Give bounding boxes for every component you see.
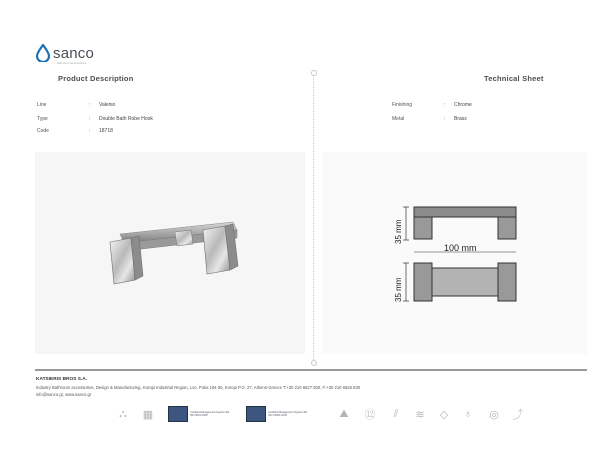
dim-width: 100 mm [444, 243, 477, 253]
wave-icon: ≋ [415, 408, 425, 421]
shower-icon: ⤴ [512, 409, 524, 421]
product-photo [35, 152, 305, 354]
sanco-logo [36, 44, 95, 65]
diamond-icon: ◇ [439, 408, 449, 421]
cert-14001-text: Certified Management System EN ISO 14001:2004 [268, 410, 308, 417]
iso-14001-cert [246, 406, 312, 422]
product-description-title: Product Description [58, 74, 134, 83]
footer-divider [35, 369, 587, 371]
attr-colon: : [89, 116, 91, 122]
footer-web: info@sanco.gr, www.sanco.gr [36, 392, 92, 397]
attr-value: Double Bath Robe Hook [99, 116, 153, 122]
attr-value: Valenio [99, 102, 116, 108]
iso-9001-cert [168, 406, 234, 422]
divider-dot-bottom [311, 360, 317, 366]
column-divider [313, 72, 314, 362]
attr-colon: : [444, 102, 446, 108]
badge-icon: ▦ [142, 408, 154, 421]
warranty-12-icon: ⑫ [364, 409, 376, 421]
footer-company: KATSIERIS BROS S.A. [36, 377, 88, 382]
attr-row-code [37, 128, 113, 134]
dim-height-bottom: 35 mm [394, 277, 403, 302]
eu-flag-icon [168, 406, 188, 422]
attr-label: Metal [392, 116, 405, 122]
water-icon: ◎ [489, 408, 499, 421]
cert-9001-text: Certified Management System EN ISO 9001:2008 [190, 410, 230, 417]
attr-colon: : [89, 102, 91, 108]
attr-label: Type [37, 116, 48, 122]
attr-value: Brass [454, 116, 467, 122]
lines-icon: ⫽ [393, 407, 399, 420]
attr-row-type [37, 116, 153, 122]
attr-label: Code [37, 128, 49, 134]
attr-value: Chrome [454, 102, 472, 108]
attr-label: Finishing [392, 102, 413, 108]
brand-tagline: bathroom accessories [57, 61, 87, 65]
attr-colon: : [444, 116, 446, 122]
attr-row-metal [392, 116, 467, 122]
faucet-icon: ♁ [463, 408, 473, 420]
divider-dot-top [311, 70, 317, 76]
mountain-icon: ⛰ [339, 407, 349, 420]
attr-colon: : [89, 128, 91, 134]
drop-logo-icon [36, 44, 50, 62]
eu-flag-icon [246, 406, 266, 422]
brand-name: sanco [53, 44, 95, 62]
attr-label: Line [37, 102, 47, 108]
attr-value: 18718 [99, 128, 113, 134]
dim-height-top: 35 mm [394, 219, 403, 244]
attr-row-finishing [392, 102, 472, 108]
double-robe-hook-image [35, 152, 305, 354]
technical-drawing [322, 152, 587, 354]
technical-sheet-title: Technical Sheet [484, 74, 544, 83]
footer-address: Industry Bathroom accessories, Design & Manufacturing, Koropi Industrial Region, Loc. Poka 194 00, Koropi P.O. 27, Athens-Greece T:+30 210 6627 500, F:+30 210 6626 830 [36, 385, 361, 390]
dimension-drawing [322, 152, 587, 354]
attr-row-line [37, 102, 115, 108]
hygiene-icon: ⛬ [119, 407, 127, 420]
